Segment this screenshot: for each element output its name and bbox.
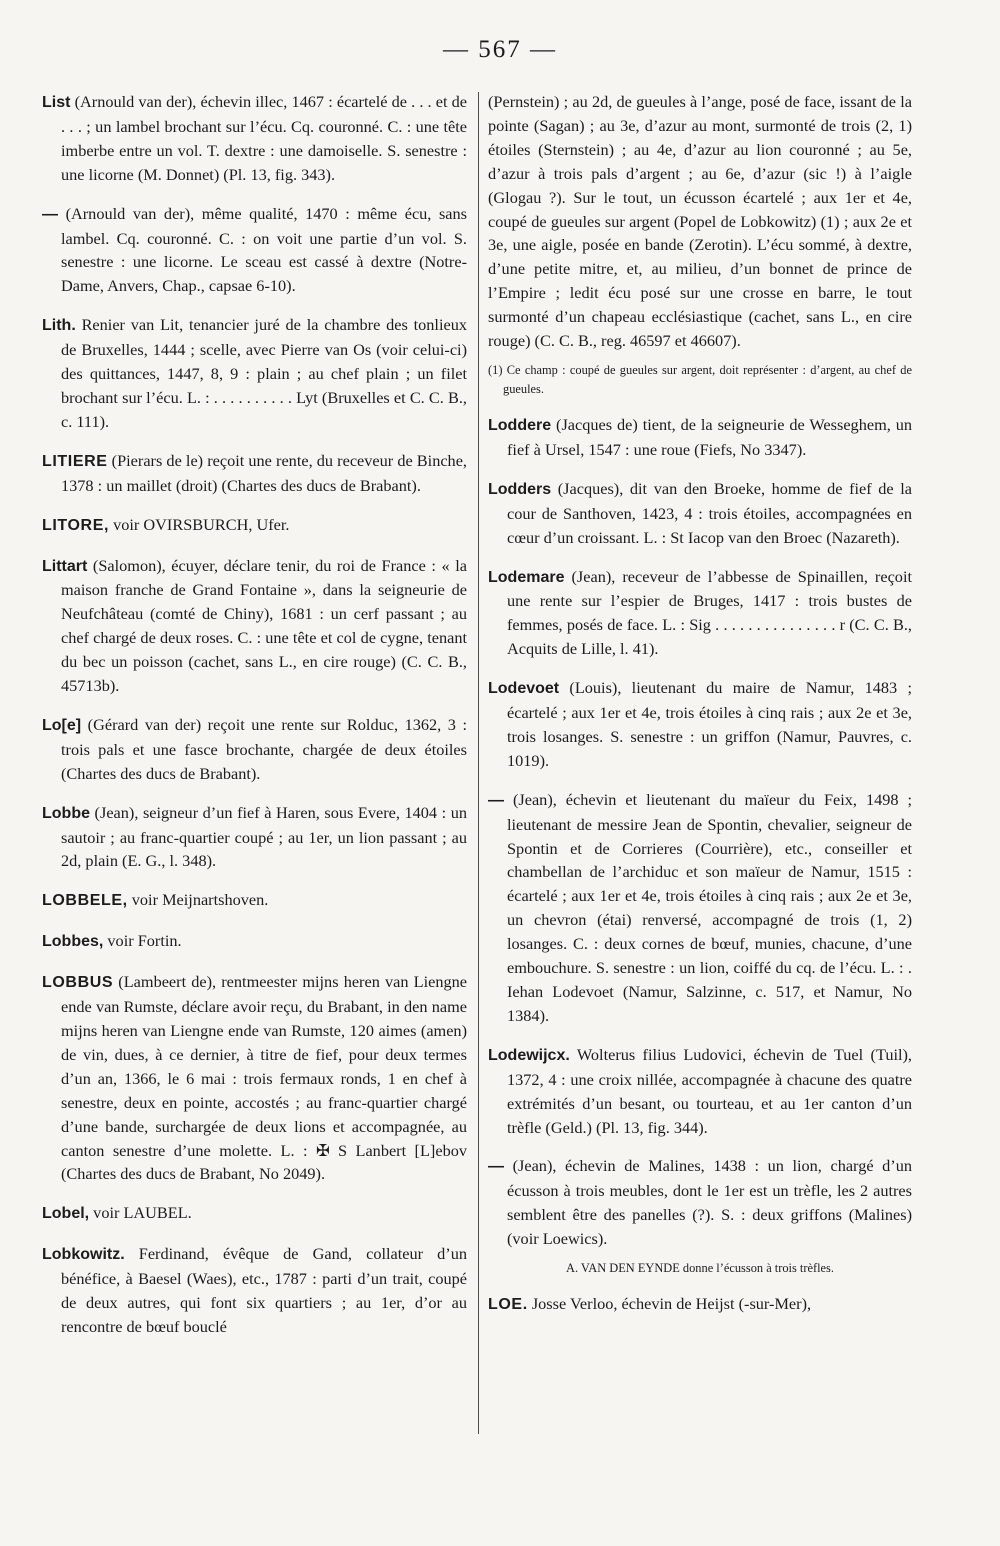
entry-headword: Loddere: [488, 416, 552, 434]
right-column: [488, 90, 912, 1332]
entry-litiere: [42, 449, 467, 498]
entry-headword: —: [488, 791, 504, 809]
entry-lobkowitz: [42, 1242, 467, 1339]
entry-lobbe: [42, 801, 467, 874]
entry-lodewijcx: [488, 1043, 912, 1140]
entry-headword: Lith.: [42, 317, 76, 335]
footnote-van-den-eynde: A. VAN DEN EYNDE donne l’écusson à trois trèfles.: [566, 1261, 834, 1276]
entry-litore: [42, 513, 467, 538]
entry-text: voir Fortin.: [103, 931, 182, 951]
entry-lobbes: [42, 929, 467, 954]
entry-headword: Lodemare: [488, 568, 565, 586]
entry-text: (Jean), seigneur d’un fief à Haren, sous Evere, 1404 : un sautoir ; au franc-quartier coupé ; au 1er, un lion passant ; au 2d, plain (E. G., l. 348).: [61, 802, 467, 871]
column-divider: [478, 92, 479, 1434]
entry-headword: Lo[e]: [42, 716, 82, 734]
entry-headword: Lobkowitz.: [42, 1246, 125, 1264]
entry-text: voir OVIRSBURCH, Ufer.: [109, 514, 290, 534]
entry-text: (Louis), lieutenant du maire de Namur, 1483 ; écartelé ; aux 1er et 4e, trois étoiles à cinq rais ; aux 2e et 3e, trois losanges. S. senestre : un griffon (Namur, Pauvres, c. 1019).: [507, 678, 912, 770]
entry-text: Wolterus filius Ludovici, échevin de Tuel (Tuil), 1372, 4 : une croix nillée, accompagnée à chacune des quatre extrémités d’un besant, ou tourteau, et au 1er canton d’un trèfle (Geld.) (Pl. 13, fig. 344).: [507, 1044, 912, 1137]
entry-lith: [42, 313, 467, 434]
entry-text: Renier van Lit, tenancier juré de la chambre des tonlieux de Bruxelles, 1444 ; scelle, avec Pierre van Os (voir celui-ci) des quittances, 1447, 8, 9 : plain ; au chef plain ; un filet brochant sur l’écu. L. : . . . . . . . . . . Lyt (Bruxelles et C. C. B., c. 111).: [61, 315, 467, 431]
entry-text: (Jean), échevin de Malines, 1438 : un lion, chargé d’un écusson à trois meubles, dont le 1er est un trèfle, les 2 autres semblent être des panelles (?). S. : deux griffons (Malines) (voir Loewics).: [504, 1156, 912, 1249]
entry-headword: Lodewijcx.: [488, 1046, 570, 1064]
page-number: — 567 —: [443, 36, 557, 63]
entry-lobel: [42, 1201, 467, 1226]
entry-headword: LOE.: [488, 1296, 528, 1314]
entry-text: (Lambeert de), rentmeester mijns heren van Liengne ende van Rumste, déclare avoir reçu, du Brabant, in den name mijns heren van Liengne ende van Rumste, 120 aimes (amen) de vin, dues, à ce dernier, à titre de fief, pour deux termes d’un an, 1366, le 6 mai : trois fermaux ronds, 1 en chef à senestre, deux en pointe, accostés ; au franc-quartier chargé d’une bande, surchargée de deux lions et accompagnée, au canton senestre d’une molette. L. : ✠ S Lanbert [L]ebov (Chartes des ducs de Brabant, No 2049).: [61, 972, 467, 1184]
footnote: (1) Ce champ : coupé de gueules sur argent, doit représenter : d’argent, au chef de gueules.: [488, 362, 912, 396]
entry-list: [42, 90, 467, 187]
entry-littart: [42, 554, 467, 698]
entry-text: Josse Verloo, échevin de Heijst (-sur-Mer),: [527, 1294, 812, 1314]
entry-headword: —: [42, 205, 58, 223]
entry-headword: LOBBELE,: [42, 892, 128, 910]
entry-headword: LOBBUS: [42, 974, 114, 992]
entry-lodevoet: [488, 676, 912, 773]
left-column: [42, 90, 467, 1354]
entry-text: (Arnould van der), échevin illec, 1467 : écartelé de . . . et de . . . ; un lambel brochant sur l’écu. Cq. couronné. C. : une tête imberbe entre un vol. T. dextre : une damoiselle. S. senestre : une licorne (M. Donnet) (Pl. 13, fig. 343).: [61, 92, 467, 184]
entry-list-2: [42, 202, 467, 299]
entry-headword: Littart: [42, 557, 88, 575]
entry-headword: LITIERE: [42, 452, 108, 470]
entry-headword: —: [488, 1158, 504, 1176]
entry-lodevoet-jean: [488, 788, 912, 1028]
entry-headword: Lobbe: [42, 804, 90, 822]
entry-headword: Lobbes,: [42, 933, 104, 951]
entry-text: (Arnould van der), même qualité, 1470 : même écu, sans lambel. Cq. couronné. C. : on voit une partie d’un vol. S. senestre : une licorne. Le sceau est cassé à dextre (Notre-Dame, Anvers, Chap., capsae 6-10).: [58, 203, 467, 296]
entry-headword: List: [42, 94, 71, 111]
entry-text: (Salomon), écuyer, déclare tenir, du roi de France : « la maison franche de Grand Fontaine », dans la seigneurie de Neufchâteau (comté de Chiny), 1681 : un cerf passant ; au chef chargé de deux roses. C. : une tête et col de cygne, tenant du bec un poisson (cachet, sans L., en cire rouge) (C. C. B., 45713b).: [61, 555, 467, 696]
entry-text: voir Meijnartshoven.: [127, 890, 269, 910]
entry-loe: [488, 1292, 912, 1317]
entry-loddere: [488, 413, 912, 462]
entry-headword: Lobel,: [42, 1205, 90, 1223]
entry-headword: LITORE,: [42, 516, 110, 534]
entry-text: Ferdinand, évêque de Gand, collateur d’un bénéfice, à Baesel (Waes), etc., 1787 : parti d’un trait, coupé de deux autres, qui font six quartiers ; au 1er, d’or au rencontre de bœuf bouclé: [61, 1244, 467, 1336]
entry-text: (Jean), échevin et lieutenant du maïeur du Feix, 1498 ; lieutenant de messire Jean de Spontin, chevalier, seigneur de Spontin et de Corrieres (Courrière), etc., conseiller et chambellan de l’archiduc et son maïeur de Namur, 1515 : écartelé ; aux 1er et 4e, trois étoiles à cinq rais ; aux 2e et 3e, un chevron (étai) renversé, accompagné de trois (1, 2) losanges. C. : deux cornes de bœuf, munies, chacune, d’une embouchure. S. senestre : un lion, coiffé du cq. de l’écu. L. : . Iehan Lodevoet (Namur, Salzinne, c. 517, et Namur, No 1384).: [504, 789, 912, 1025]
entry-text: (Pierars de le) reçoit une rente, du receveur de Binche, 1378 : un maillet (droit) (Chartes des ducs de Brabant).: [61, 450, 467, 495]
entry-text: (Gérard van der) reçoit une rente sur Rolduc, 1362, 3 : trois pals et une fasce brochante, chargée de deux étoiles (Chartes des ducs de Brabant).: [61, 714, 467, 783]
entry-text: (Jean), receveur de l’abbesse de Spinaillen, reçoit une rente sur l’espier de Bruges, 1417 : trois bustes de femmes, posés de face. L. : Sig . . . . . . . . . . . . . . . r (C. C. B., Acquits de Lille, l. 41).: [507, 566, 912, 659]
entry-lodders: [488, 477, 912, 550]
entry-text: voir LAUBEL.: [89, 1203, 192, 1223]
entry-text: (Jacques de) tient, de la seigneurie de Wesseghem, un fief à Ursel, 1547 : une roue (Fiefs, No 3347).: [507, 414, 912, 459]
entry-loe-gerard: [42, 713, 467, 786]
entry-headword: Lodders: [488, 480, 552, 498]
entry-lobbus: [42, 970, 467, 1186]
entry-lodemare: [488, 565, 912, 662]
entry-lodewijcx-jean: [488, 1154, 912, 1251]
entry-lobkowitz-continuation: (Pernstein) ; au 2d, de gueules à l’ange, posé de face, issant de la pointe (Sagan) ; au 3e, d’azur au mont, surmonté de trois (2, 1) étoiles (Sternstein) ; au 4e, d’azur au lion couronné ; au 5e, d’azur à trois pals d’argent ; au 6e, d’azur (sic !) à l’aigle (Glogau ?). Sur le tout, un écusson écartelé ; aux 1er et 4e, coupé de gueules sur argent (Popel de Lobkowitz) (1) ; aux 2e et 3e, une aigle, posée en bande (Zerotin). L’écu sommé, à dextre, d’une petite mitre, et, au milieu, d’un bonnet de prince de l’Empire ; ledit écu posé sur une crosse en barre, le tout surmonté d’un chapeau ecclésiastique (cachet, sans L., en cire rouge) (C. C. B., reg. 46597 et 46607).: [488, 92, 912, 351]
entry-text: (Jacques), dit van den Broeke, homme de fief de la cour de Santhoven, 1423, 4 : trois étoiles, accompagnées en cœur d’un croissant. L. : St Iacop van den Broec (Nazareth).: [507, 478, 912, 547]
entry-lobbele: [42, 888, 467, 913]
entry-headword: Lodevoet: [488, 680, 560, 698]
